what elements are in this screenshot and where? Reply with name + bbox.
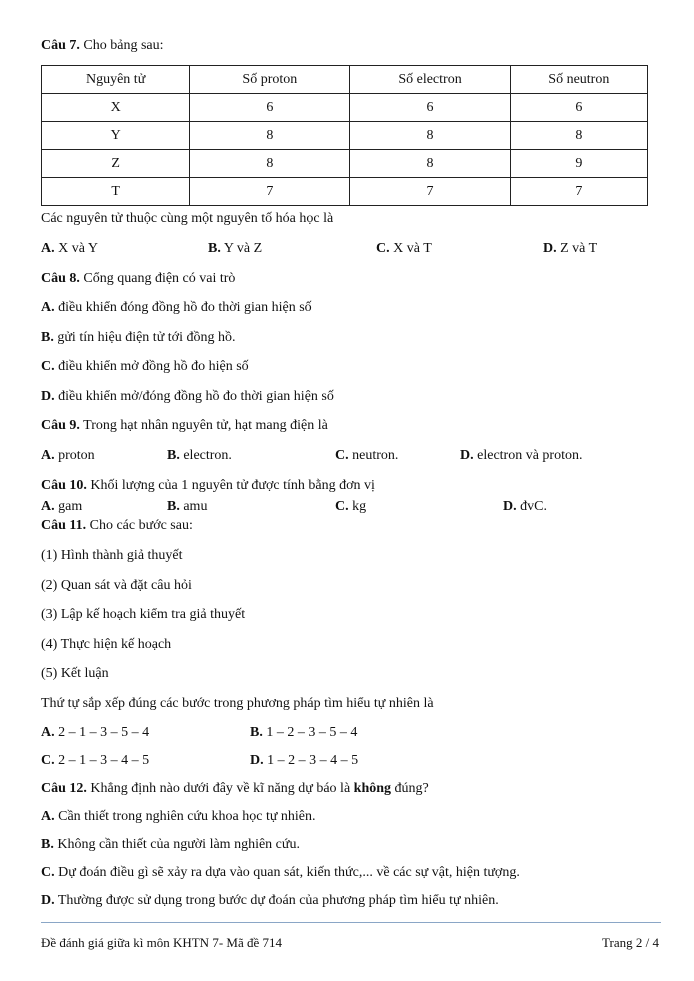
option-label: B. [41,837,54,852]
q10-option-d [503,499,547,515]
q8-option-c [41,359,249,375]
q7-title [41,38,164,54]
q8-number: Câu 8. [41,271,80,286]
table-cell: 8 [190,122,350,150]
table-row [42,178,648,206]
table-header-cell: Số electron [350,66,510,94]
option-text: neutron. [348,448,399,463]
table-cell: 8 [510,122,647,150]
table-header-cell: Số neutron [510,66,647,94]
table-cell: 7 [190,178,350,206]
option-label: D. [41,389,55,404]
q11-step: (3) Lập kế hoạch kiểm tra giả thuyết [41,607,246,622]
table-cell: 6 [190,94,350,122]
table-row [42,122,648,150]
q9-number: Câu 9. [41,418,80,433]
table-row [42,150,648,178]
option-text: kg [348,499,367,514]
option-label: C. [335,448,349,463]
q12-text-emphasis: không [353,781,392,796]
q9-option-d [460,448,582,464]
table-header-row [42,66,648,94]
q12-option-c [41,865,520,881]
option-text: đvC. [516,499,547,514]
q12-option-b [41,837,300,853]
option-text: gam [54,499,83,514]
option-label: A. [41,809,55,824]
q10-title [41,478,375,494]
option-text: 1 – 2 – 3 – 4 – 5 [263,753,359,768]
q7-option-c [376,241,432,257]
option-text: Thường được sử dụng trong bước dự đoán của phương pháp tìm hiểu tự nhiên. [54,893,499,908]
q11-option-b [250,725,357,741]
q7-option-a [41,241,98,257]
table-cell: X [42,94,190,122]
option-label: D. [503,499,517,514]
option-label: A. [41,725,55,740]
option-text: Không cần thiết của người làm nghiên cứu. [53,837,300,852]
q8-text: Cổng quang điện có vai trò [79,271,236,286]
q12-text-after: đúng? [391,781,429,796]
option-text: electron. [179,448,232,463]
table-cell: 8 [190,150,350,178]
option-label: D. [543,241,557,256]
footer-exam-title: Đề đánh giá giữa kì môn KHTN 7- Mã đề 714 [41,935,282,950]
option-text: Dự đoán điều gì sẽ xảy ra dựa vào quan sát, kiến thức,... về các sự vật, hiện tượng. [54,865,520,880]
q11-step: (5) Kết luận [41,666,109,681]
option-label: C. [41,753,55,768]
q12-option-a [41,809,316,825]
table-cell: 8 [350,122,510,150]
option-text: điều khiển đóng đồng hồ đo thời gian hiện số [54,300,312,315]
table-cell: 7 [350,178,510,206]
option-text: electron và proton. [473,448,583,463]
q11-option-a [41,725,149,741]
option-label: C. [335,499,349,514]
option-label: C. [41,359,55,374]
footer-divider [41,922,661,923]
option-text: 2 – 1 – 3 – 5 – 4 [54,725,150,740]
q11-text: Cho các bước sau: [86,518,193,533]
option-label: D. [460,448,474,463]
q10-option-a [41,499,82,515]
q11-option-c [41,753,149,769]
option-label: D. [250,753,264,768]
q8-option-b [41,330,235,346]
q7-stem: Các nguyên tử thuộc cùng một nguyên tố hóa học là [41,211,334,226]
table-cell: 7 [510,178,647,206]
q12-text-before: Khẳng định nào dưới đây về kĩ năng dự báo là [86,781,354,796]
q11-title [41,518,193,534]
option-text: X và T [389,241,432,256]
q8-title [41,271,235,287]
option-label: B. [167,448,180,463]
option-label: C. [41,865,55,880]
q11-number: Câu 11. [41,518,87,533]
q11-stem: Thứ tự sắp xếp đúng các bước trong phương pháp tìm hiểu tự nhiên là [41,696,434,711]
option-text: X và Y [54,241,99,256]
q12-option-d [41,893,499,909]
q10-text: Khối lượng của 1 nguyên tử được tính bằng đơn vị [86,478,375,493]
option-text: gửi tín hiệu điện tử tới đồng hồ. [53,330,236,345]
option-text: Z và T [556,241,598,256]
q7-text: Cho bảng sau: [79,38,164,53]
q11-step: (4) Thực hiện kế hoạch [41,637,172,652]
table-cell: 6 [510,94,647,122]
option-text: Cần thiết trong nghiên cứu khoa học tự nhiên. [54,809,316,824]
option-label: D. [41,893,55,908]
atom-table [41,65,648,206]
table-cell: T [42,178,190,206]
q12-title [41,781,429,797]
option-text: điều khiển mở đồng hồ đo hiện số [54,359,249,374]
q10-number: Câu 10. [41,478,87,493]
q10-option-c [335,499,366,515]
table-header-cell: Số proton [190,66,350,94]
option-label: B. [250,725,263,740]
table-cell: Y [42,122,190,150]
option-label: A. [41,300,55,315]
q10-option-b [167,499,207,515]
table-row [42,94,648,122]
table-cell: 6 [350,94,510,122]
option-text: 2 – 1 – 3 – 4 – 5 [54,753,150,768]
table-cell: 8 [350,150,510,178]
q9-option-c [335,448,398,464]
q12-number: Câu 12. [41,781,87,796]
q7-option-b [208,241,262,257]
option-label: C. [376,241,390,256]
option-label: A. [41,241,55,256]
footer-page-number: Trang 2 / 4 [602,935,659,950]
q11-step: (2) Quan sát và đặt câu hỏi [41,578,192,593]
option-label: A. [41,499,55,514]
q11-step: (1) Hình thành giả thuyết [41,548,183,563]
option-text: proton [54,448,95,463]
q9-text: Trong hạt nhân nguyên tử, hạt mang điện là [79,418,328,433]
q7-number: Câu 7. [41,38,80,53]
q9-title [41,418,328,434]
q7-option-d [543,241,597,257]
option-text: 1 – 2 – 3 – 5 – 4 [262,725,358,740]
option-label: B. [167,499,180,514]
q8-option-a [41,300,312,316]
q11-option-d [250,753,358,769]
option-text: điều khiển mở/đóng đồng hồ đo thời gian hiện số [54,389,334,404]
q9-option-b [167,448,232,464]
table-cell: 9 [510,150,647,178]
option-label: B. [41,330,54,345]
q9-option-a [41,448,95,464]
table-header-cell: Nguyên tử [42,66,190,94]
option-label: B. [208,241,221,256]
table-cell: Z [42,150,190,178]
option-text: Y và Z [220,241,263,256]
option-label: A. [41,448,55,463]
q8-option-d [41,389,334,405]
option-text: amu [179,499,208,514]
